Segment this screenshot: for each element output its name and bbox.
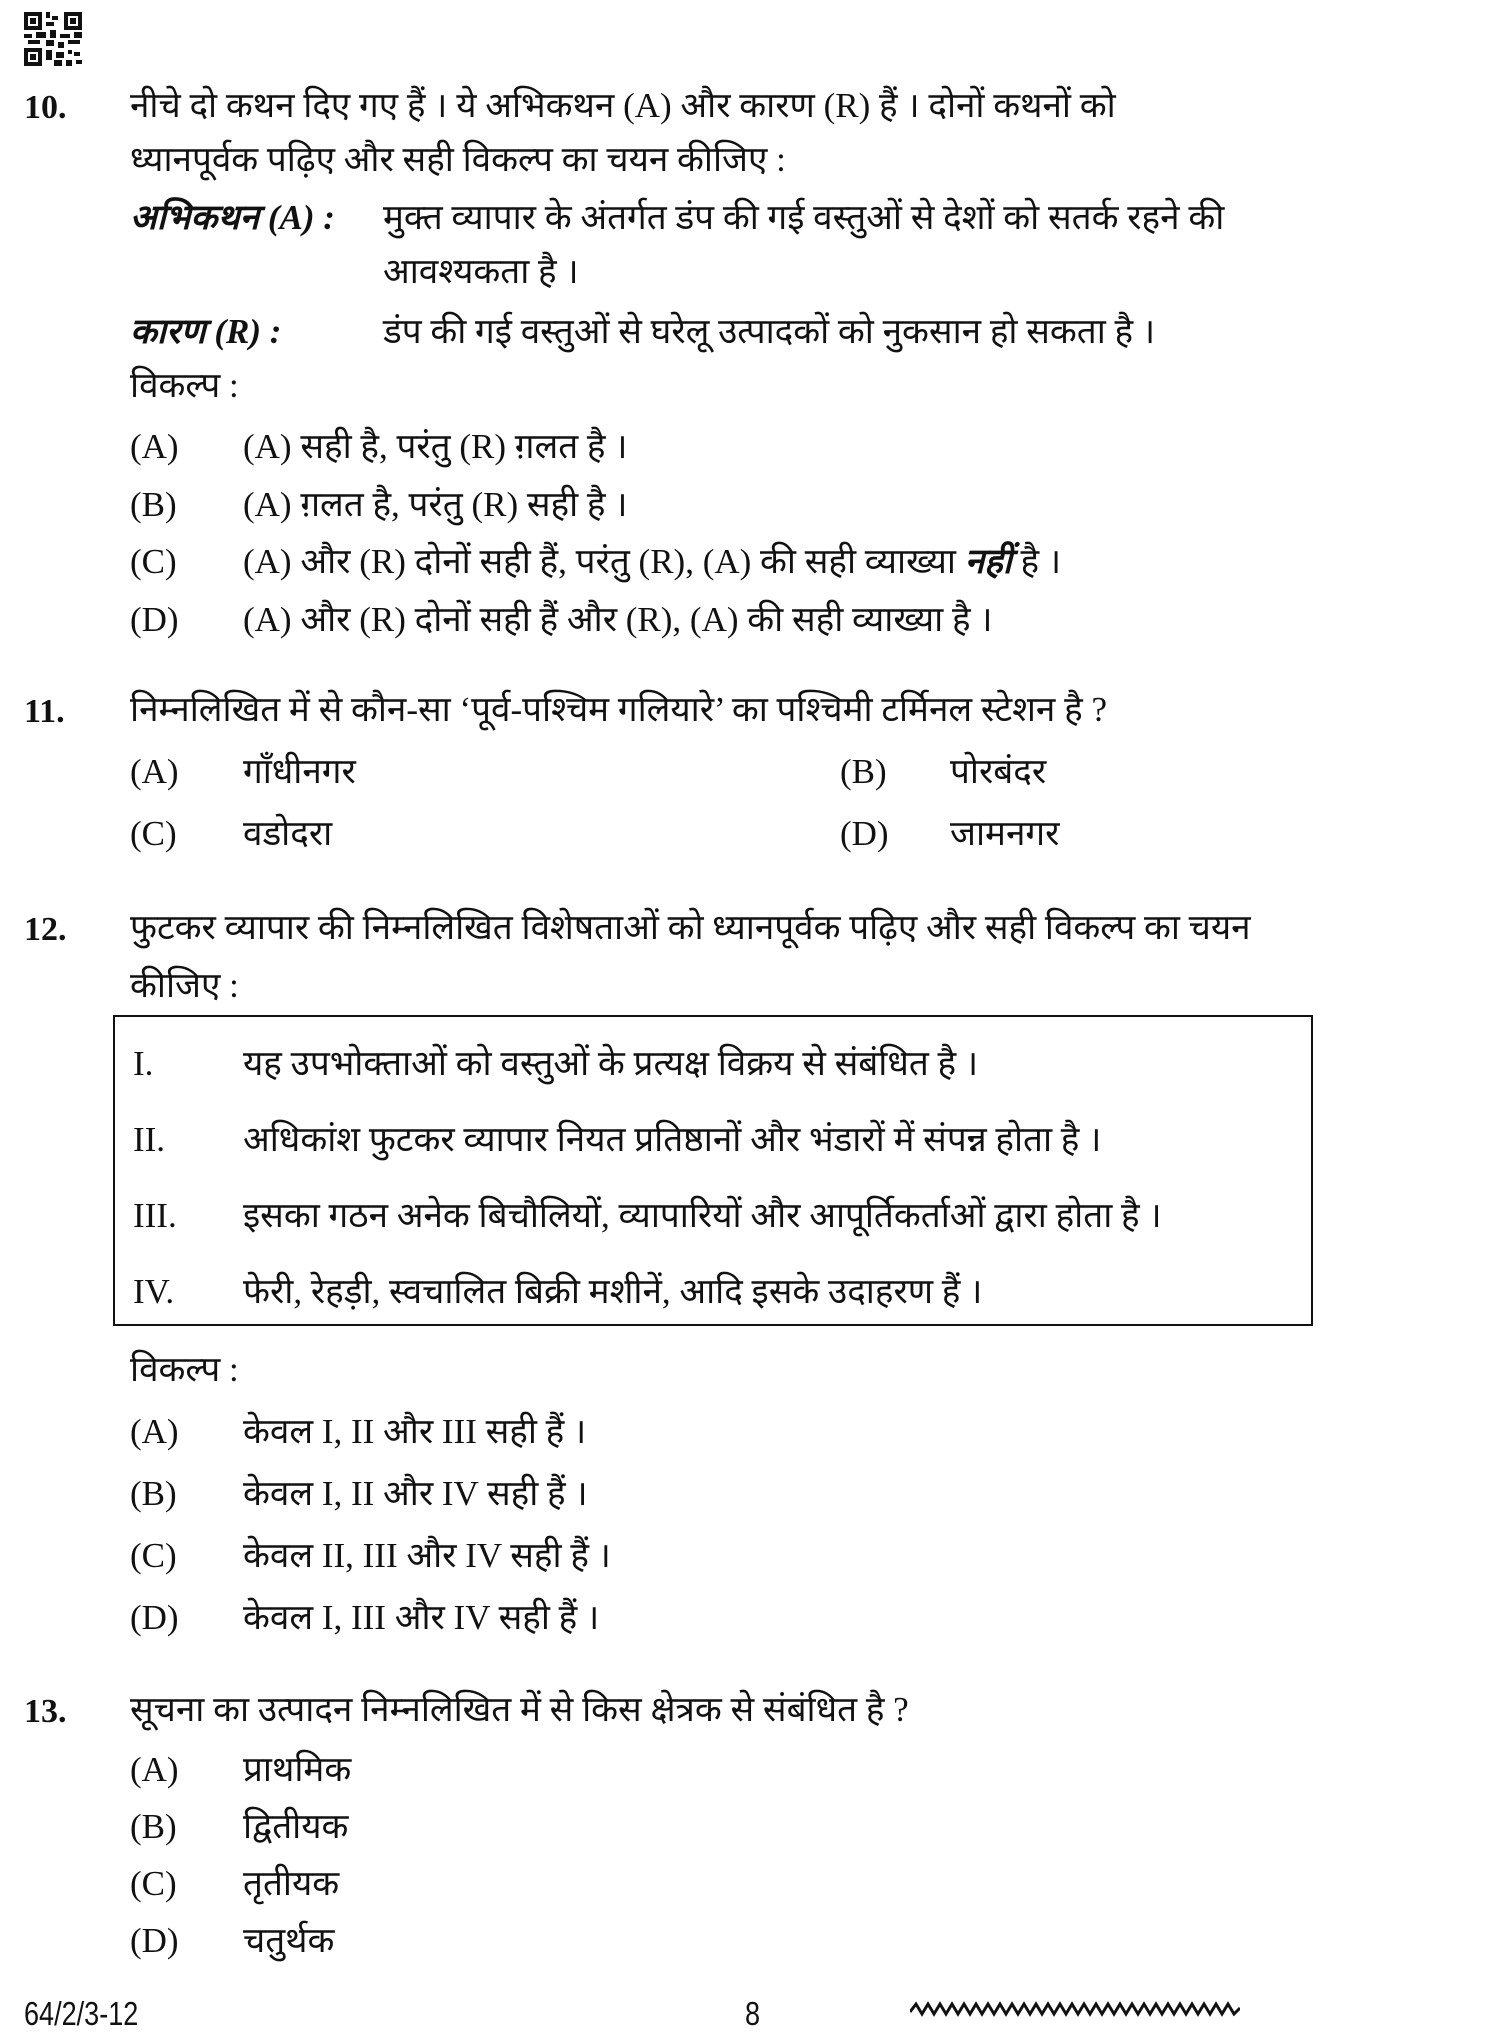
reason-text: डंप की गई वस्तुओं से घरेलू उत्पादकों को नुकसान हो सकता है । (383, 312, 1156, 351)
statement-numeral-4: IV. (133, 1272, 175, 1311)
option-text-d[interactable]: चतुर्थक (243, 1921, 335, 1960)
statement-text-1: यह उपभोक्ताओं को वस्तुओं के प्रत्यक्ष विक्रय से संबंधित है । (243, 1044, 979, 1083)
option-label-c: (C) (130, 1536, 177, 1575)
option-label-d: (D) (130, 600, 179, 639)
option-label-b: (B) (130, 1807, 177, 1846)
question-text-line-1: फुटकर व्यापार की निम्नलिखित विशेषताओं को ध्यानपूर्वक पढ़िए और सही विकल्प का चयन (130, 908, 1251, 947)
option-text-c-emphasis: नहीं (964, 542, 1012, 581)
option-label-a: (A) (130, 427, 179, 466)
option-label-b: (B) (130, 485, 177, 524)
option-text-b[interactable]: पोरबंदर (950, 752, 1047, 791)
question-text-line-2: कीजिए : (130, 966, 239, 1005)
option-label-d: (D) (130, 1598, 179, 1637)
option-label-a: (A) (130, 752, 179, 791)
question-text: सूचना का उत्पादन निम्नलिखित में से किस क्षेत्रक से संबंधित है ? (130, 1690, 909, 1729)
statement-numeral-3: III. (133, 1196, 177, 1235)
option-text-c[interactable] (243, 540, 1061, 584)
option-text-d[interactable]: (A) और (R) दोनों सही हैं और (R), (A) की सही व्याख्या है । (243, 600, 993, 639)
question-number: 10. (24, 89, 67, 126)
option-text-c-end: है । (1020, 542, 1062, 581)
options-heading: विकल्प : (130, 366, 239, 405)
statement-numeral-1: I. (133, 1044, 154, 1083)
option-label-d: (D) (840, 814, 889, 853)
question-text: निम्नलिखित में से कौन-सा ‘पूर्व-पश्चिम गलियारे’ का पश्चिमी टर्मिनल स्टेशन है ? (130, 690, 1107, 729)
question-text-line-2: ध्यानपूर्वक पढ़िए और सही विकल्प का चयन कीजिए : (130, 140, 786, 179)
question-number: 13. (24, 1693, 67, 1730)
option-label-c: (C) (130, 542, 177, 581)
reason-label: कारण (R) : (130, 312, 282, 351)
option-text-a[interactable]: केवल I, II और III सही हैं । (243, 1412, 587, 1451)
option-text-b[interactable]: केवल I, II और IV सही हैं । (243, 1474, 588, 1513)
option-text-d[interactable]: जामनगर (950, 814, 1060, 853)
option-text-a[interactable]: गाँधीनगर (243, 752, 356, 791)
option-label-d: (D) (130, 1921, 179, 1960)
page-number: 8 (745, 1995, 761, 2032)
option-text-a[interactable]: (A) सही है, परंतु (R) ग़लत है । (243, 427, 628, 466)
question-text-line-1: नीचे दो कथन दिए गए हैं । ये अभिकथन (A) और कारण (R) हैं । दोनों कथनों को (130, 86, 1116, 125)
statement-text-4: फेरी, रेहड़ी, स्वचालित बिक्री मशीनें, आदि इसके उदाहरण हैं । (243, 1272, 983, 1311)
qr-code-icon (24, 12, 82, 66)
option-text-c-main: (A) और (R) दोनों सही हैं, परंतु (R), (A) की सही व्याख्या (243, 542, 956, 581)
option-label-a: (A) (130, 1750, 179, 1789)
statement-text-2: अधिकांश फुटकर व्यापार नियत प्रतिष्ठानों और भंडारों में संपन्न होता है । (243, 1120, 1102, 1159)
statement-text-3: इसका गठन अनेक बिचौलियों, व्यापारियों और आपूर्तिकर्ताओं द्वारा होता है । (243, 1196, 1162, 1235)
question-number: 11. (24, 693, 65, 730)
option-text-c[interactable]: तृतीयक (243, 1864, 340, 1903)
option-text-a[interactable]: प्राथमिक (243, 1750, 352, 1789)
wavy-line-icon (910, 2000, 1240, 2018)
option-text-b[interactable]: (A) ग़लत है, परंतु (R) सही है । (243, 485, 628, 524)
statement-numeral-2: II. (133, 1120, 166, 1159)
option-label-a: (A) (130, 1412, 179, 1451)
option-text-d[interactable]: केवल I, III और IV सही हैं । (243, 1598, 600, 1637)
option-text-b[interactable]: द्वितीयक (243, 1807, 349, 1846)
option-label-c: (C) (130, 1864, 177, 1903)
question-number: 12. (24, 911, 67, 948)
assertion-text-line-2: आवश्यकता है । (383, 252, 579, 291)
option-text-c[interactable]: वडोदरा (243, 814, 333, 853)
assertion-text-line-1: मुक्त व्यापार के अंतर्गत डंप की गई वस्तुओं से देशों को सतर्क रहने की (383, 198, 1225, 237)
option-label-c: (C) (130, 814, 177, 853)
paper-code: 64/2/3-12 (24, 1995, 139, 2032)
option-text-c[interactable]: केवल II, III और IV सही हैं । (243, 1536, 611, 1575)
options-heading: विकल्प : (130, 1350, 239, 1389)
option-label-b: (B) (840, 752, 887, 791)
assertion-label: अभिकथन (A) : (130, 198, 335, 237)
option-label-b: (B) (130, 1474, 177, 1513)
